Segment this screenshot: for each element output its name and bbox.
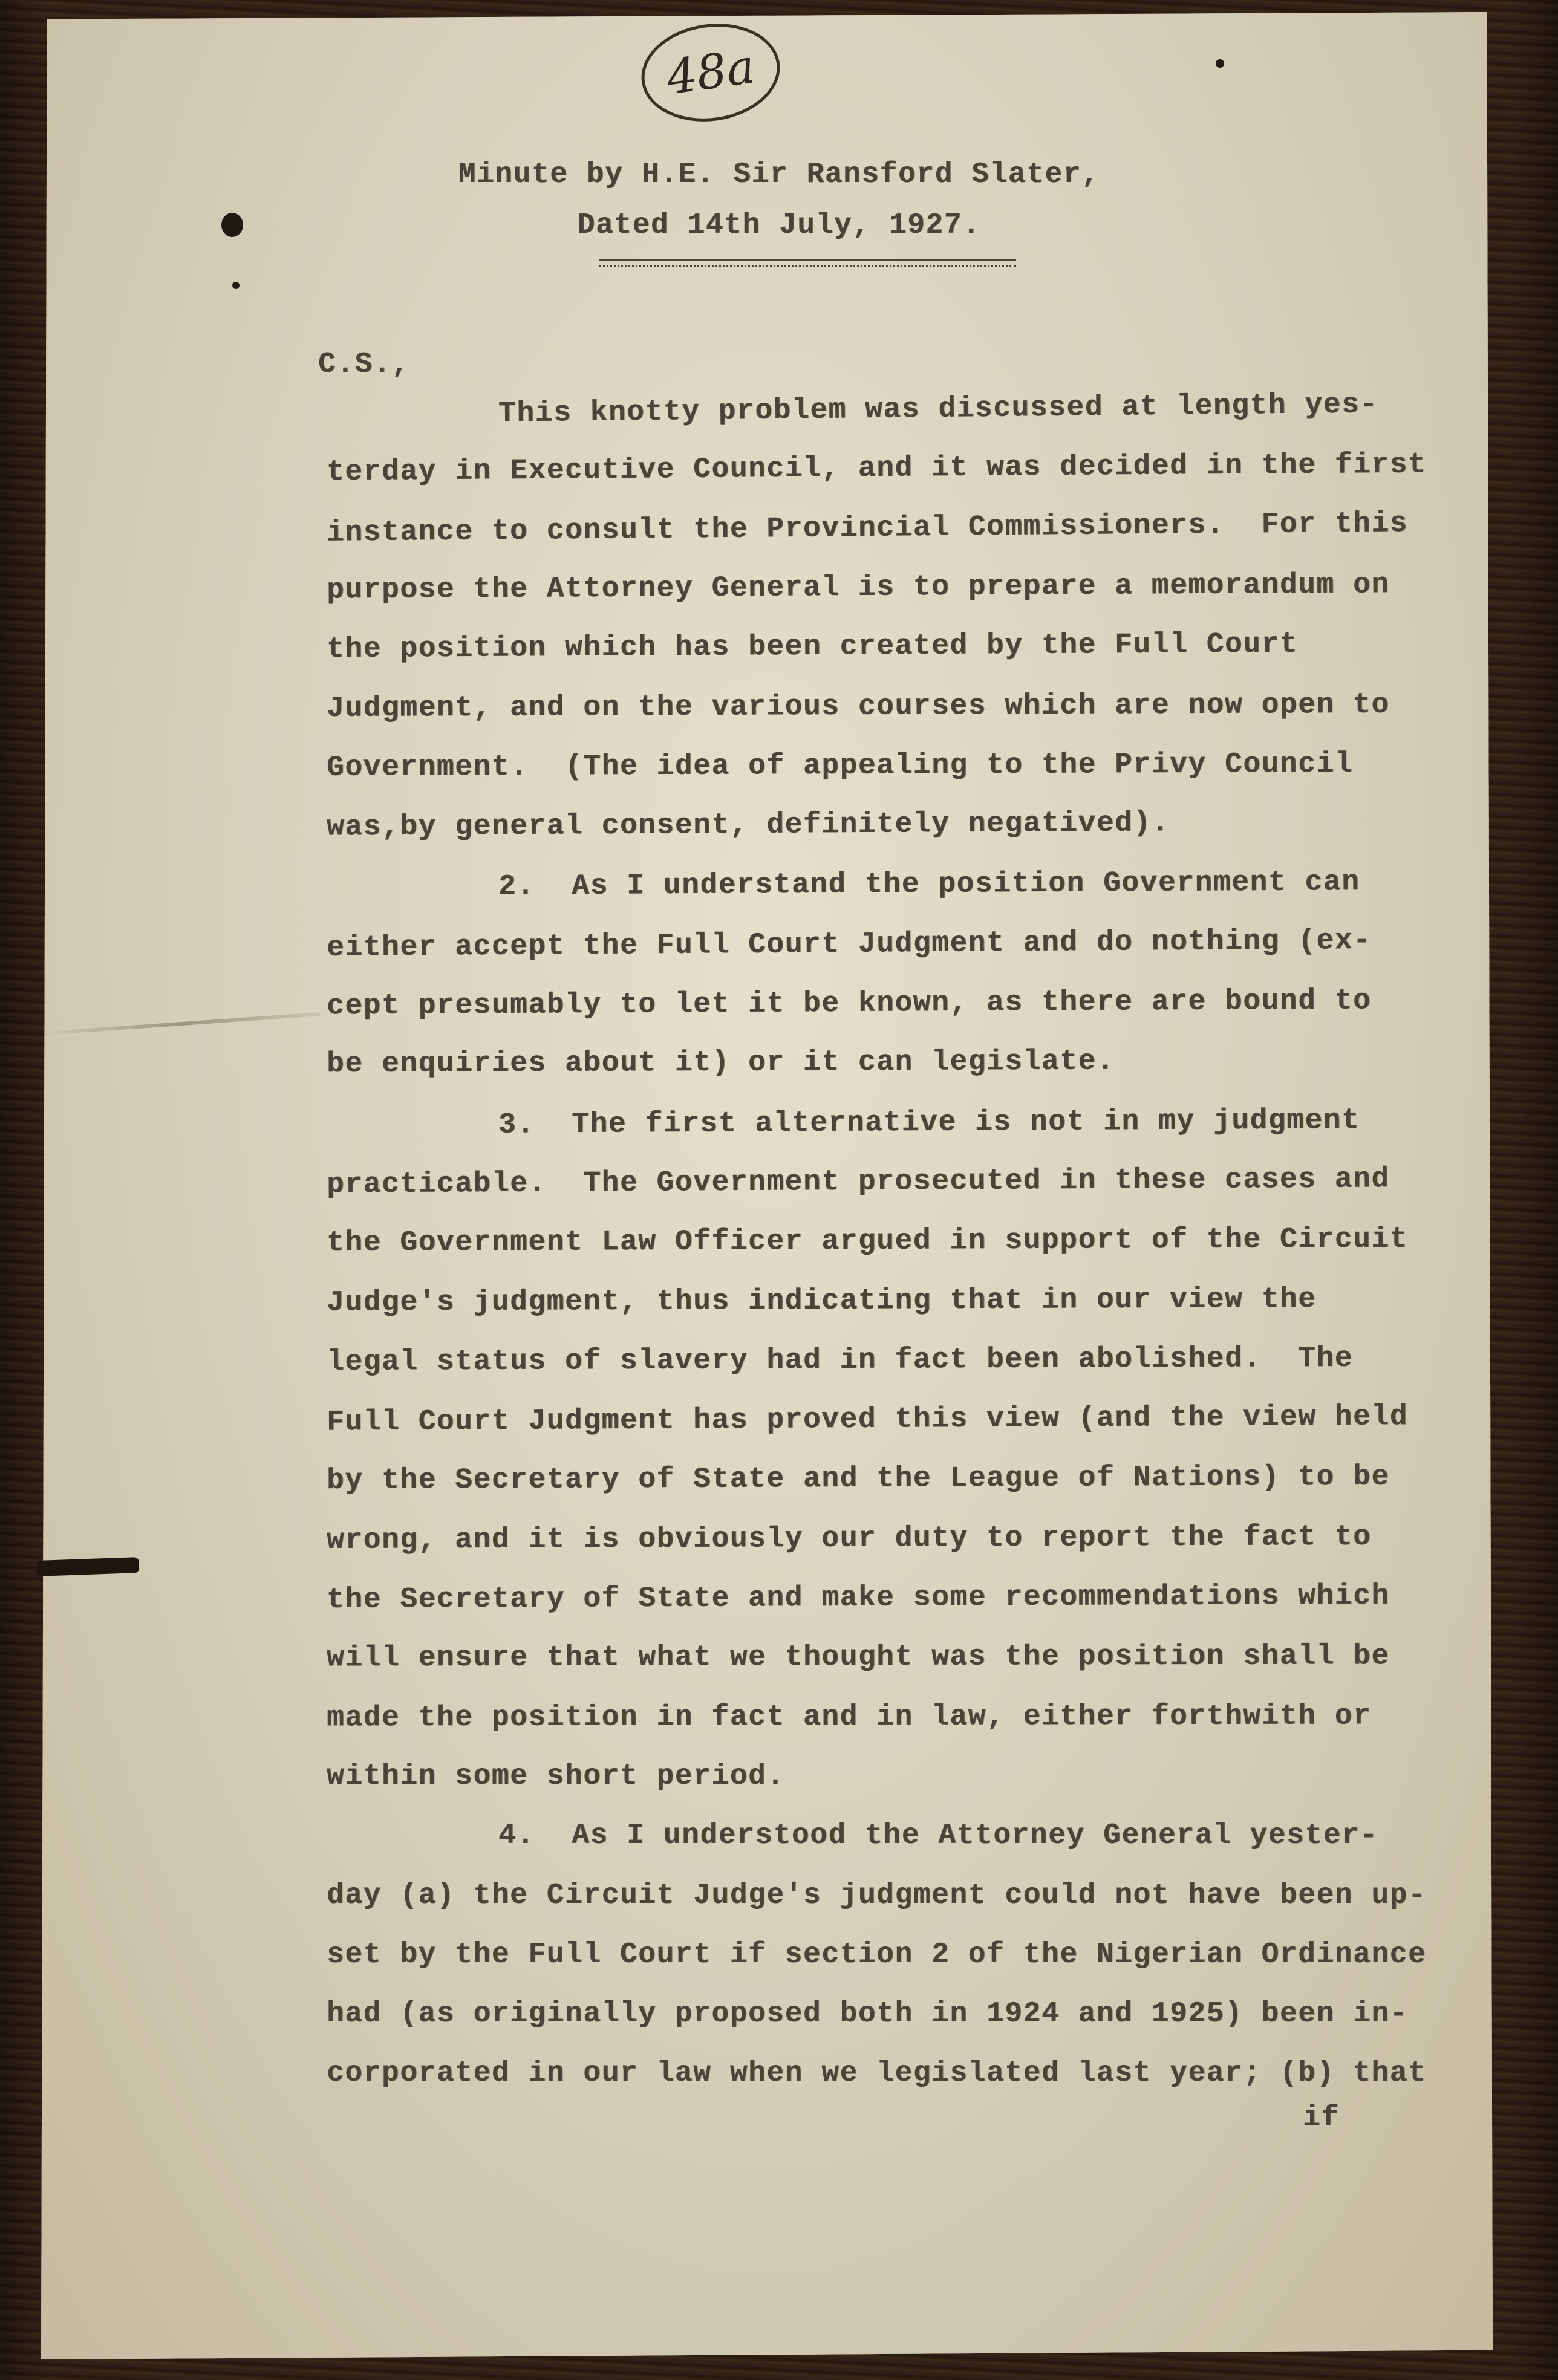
body-line: legal status of slavery had in fact been abolished. The: [326, 1342, 1354, 1379]
body-line: purpose the Attorney General is to prepare a memorandum on: [326, 568, 1390, 607]
salutation: C.S.,: [318, 348, 410, 381]
body-line: was,by general consent, definitely negatived).: [326, 807, 1170, 844]
body-line: instance to consult the Provincial Commissioners. For this: [326, 507, 1409, 550]
body-line: terday in Executive Council, and it was decided in the first: [326, 448, 1427, 489]
title-underline: [599, 259, 1016, 267]
body-line: Judge's judgment, thus indicating that in our view the: [326, 1283, 1317, 1319]
body-line: 4. As I understood the Attorney General yester-: [498, 1819, 1378, 1853]
body-line: by the Secretary of State and the League of Nations) to be: [326, 1461, 1390, 1498]
body-line: day (a) the Circuit Judge's judgment could not have been up-: [327, 1879, 1427, 1912]
body-line: This knotty problem was discussed at length yes-: [498, 388, 1378, 431]
body-line: set by the Full Court if section 2 of the Nigerian Ordinance: [327, 1938, 1427, 1971]
body-line: within some short period.: [327, 1760, 785, 1793]
body-line: wrong, and it is obviously our duty to report the fact to: [326, 1520, 1372, 1557]
body-line: the position which has been created by the Full Court: [326, 628, 1299, 666]
body-line: 2. As I understand the position Government can: [498, 866, 1360, 904]
catchword: if: [1303, 2102, 1340, 2135]
body-line: had (as originally proposed both in 1924 and 1925) been in-: [327, 1998, 1408, 2031]
body-line: corporated in our law when we legislated last year; (b) that: [327, 2057, 1427, 2090]
body-line: will ensure that what we thought was the position shall be: [326, 1640, 1390, 1675]
body-line: Full Court Judgment has proved this view (and the view held: [326, 1400, 1409, 1439]
ink-dot: [1216, 59, 1224, 68]
body-line: be enquiries about it) or it can legislate.: [326, 1045, 1115, 1081]
body-line: cept presumably to let it be known, as there are bound to: [326, 984, 1372, 1023]
body-line: practicable. The Government prosecuted in these cases and: [326, 1163, 1390, 1201]
body-line: 3. The first alternative is not in my judgment: [498, 1104, 1360, 1142]
body-line: Judgment, and on the various courses which are now open to: [326, 688, 1390, 725]
folio-number: 48a: [663, 39, 758, 106]
body-line: Government. (The idea of appealing to the Privy Council: [326, 747, 1354, 784]
minute-title: Minute by H.E. Sir Ransford Slater,: [458, 158, 1100, 191]
body-line: the Secretary of State and make some recommendations which: [326, 1579, 1390, 1617]
body-line: the Government Law Officer argued in support of the Circuit: [326, 1223, 1409, 1260]
body-line: either accept the Full Court Judgment and do nothing (ex-: [326, 924, 1372, 964]
body-line: made the position in fact and in law, either forthwith or: [326, 1700, 1372, 1735]
ink-dot: [232, 282, 240, 289]
minute-date: Dated 14th July, 1927.: [577, 209, 981, 242]
